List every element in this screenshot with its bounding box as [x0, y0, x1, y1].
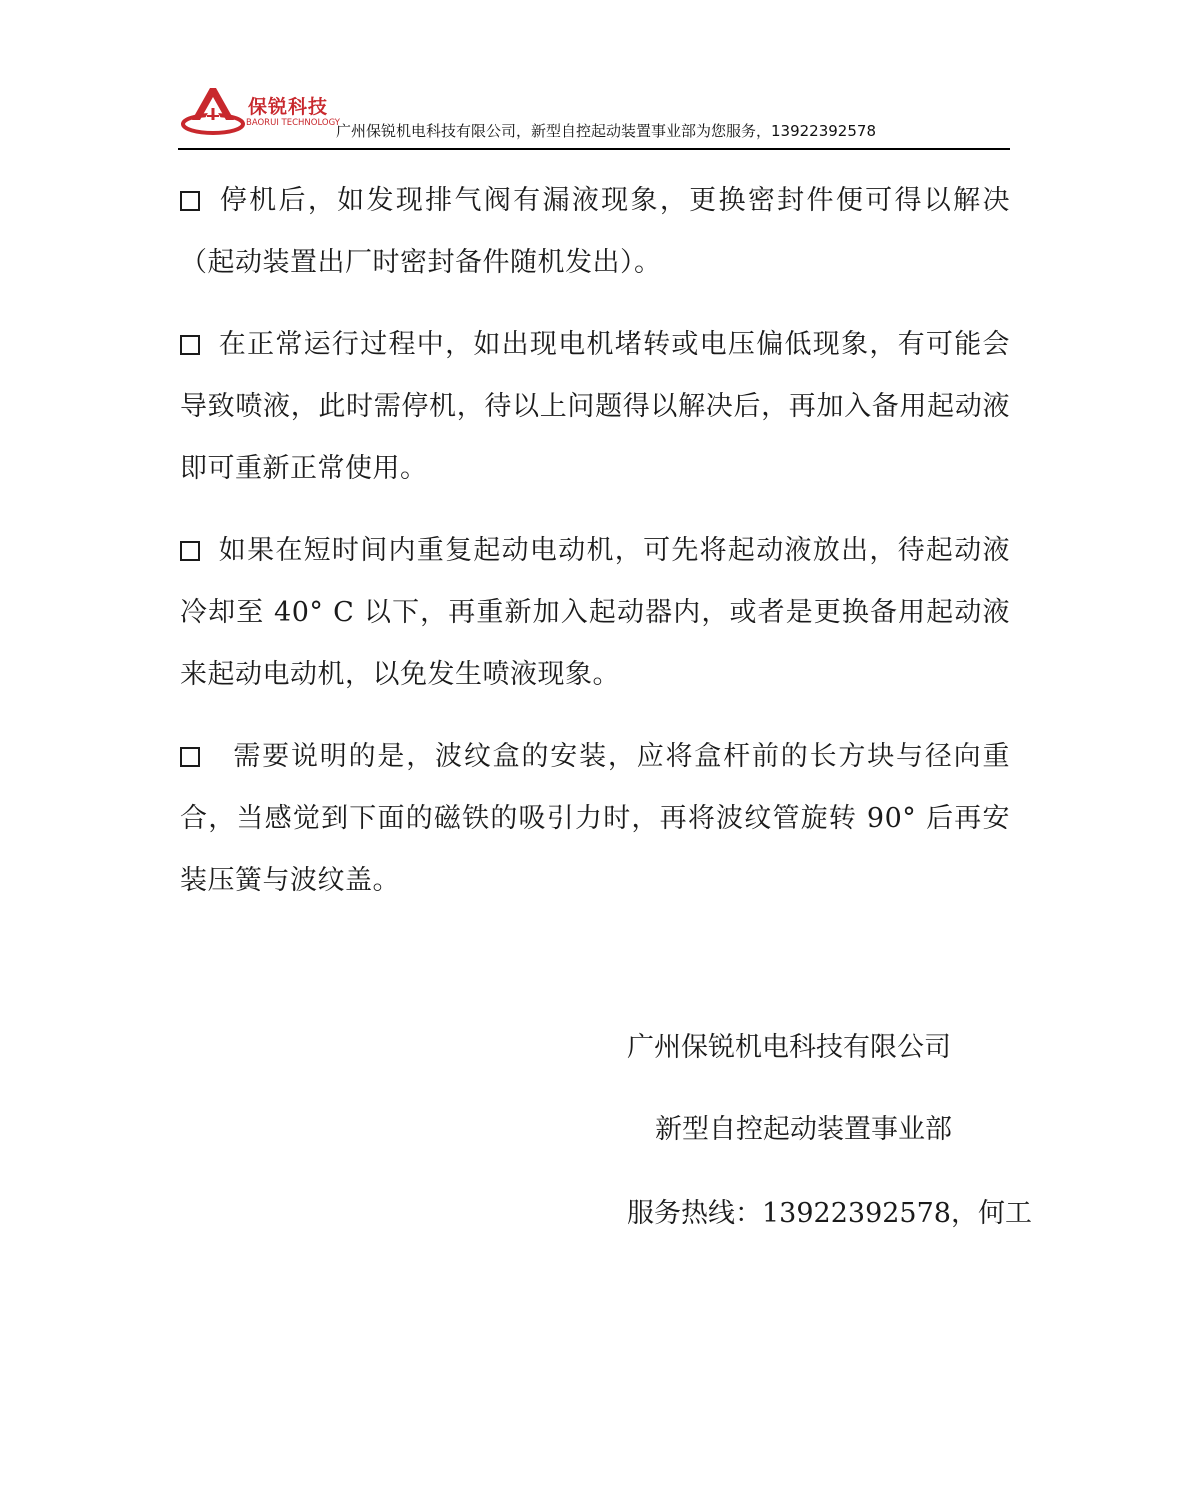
logo-mark-icon [180, 80, 246, 140]
checkbox-square-icon [180, 747, 200, 767]
paragraph-bellows-install [180, 726, 1010, 912]
paragraph-text: 需要说明的是，波纹盒的安装，应将盒杆前的长方块与径向重合，当感觉到下面的磁铁的吸引力时，再将波纹管旋转 90° 后再安装压簧与波纹盖。 [180, 741, 1010, 896]
department-name: 新型自控起动装置事业部 [655, 1114, 952, 1145]
document-body [180, 170, 1010, 932]
checkbox-square-icon [180, 191, 200, 211]
logo-chinese-text: 保锐科技 [248, 96, 329, 118]
document-header [178, 78, 1010, 150]
checkbox-square-icon [180, 335, 200, 355]
header-slogan: 广州保锐机电科技有限公司，新型自控起动装置事业部为您服务，13922392578 [336, 122, 876, 140]
paragraph-exhaust-valve [180, 170, 1010, 294]
logo-english-text: BAORUI TECHNOLOGY [246, 118, 340, 128]
service-hotline: 服务热线：13922392578，何工 [627, 1198, 1032, 1229]
paragraph-repeated-start [180, 520, 1010, 706]
paragraph-text: 停机后，如发现排气阀有漏液现象，更换密封件便可得以解决（起动装置出厂时密封备件随机发出）。 [180, 185, 1010, 278]
company-name: 广州保锐机电科技有限公司 [627, 1032, 951, 1063]
company-logo [180, 80, 340, 140]
paragraph-text: 在正常运行过程中，如出现电机堵转或电压偏低现象，有可能会导致喷液，此时需停机，待以上问题得以解决后，再加入备用起动液即可重新正常使用。 [180, 329, 1010, 484]
paragraph-normal-operation [180, 314, 1010, 500]
checkbox-square-icon [180, 541, 200, 561]
paragraph-text: 如果在短时间内重复起动电动机，可先将起动液放出，待起动液冷却至 40° C 以下，再重新加入起动器内，或者是更换备用起动液来起动电动机，以免发生喷液现象。 [180, 535, 1010, 690]
